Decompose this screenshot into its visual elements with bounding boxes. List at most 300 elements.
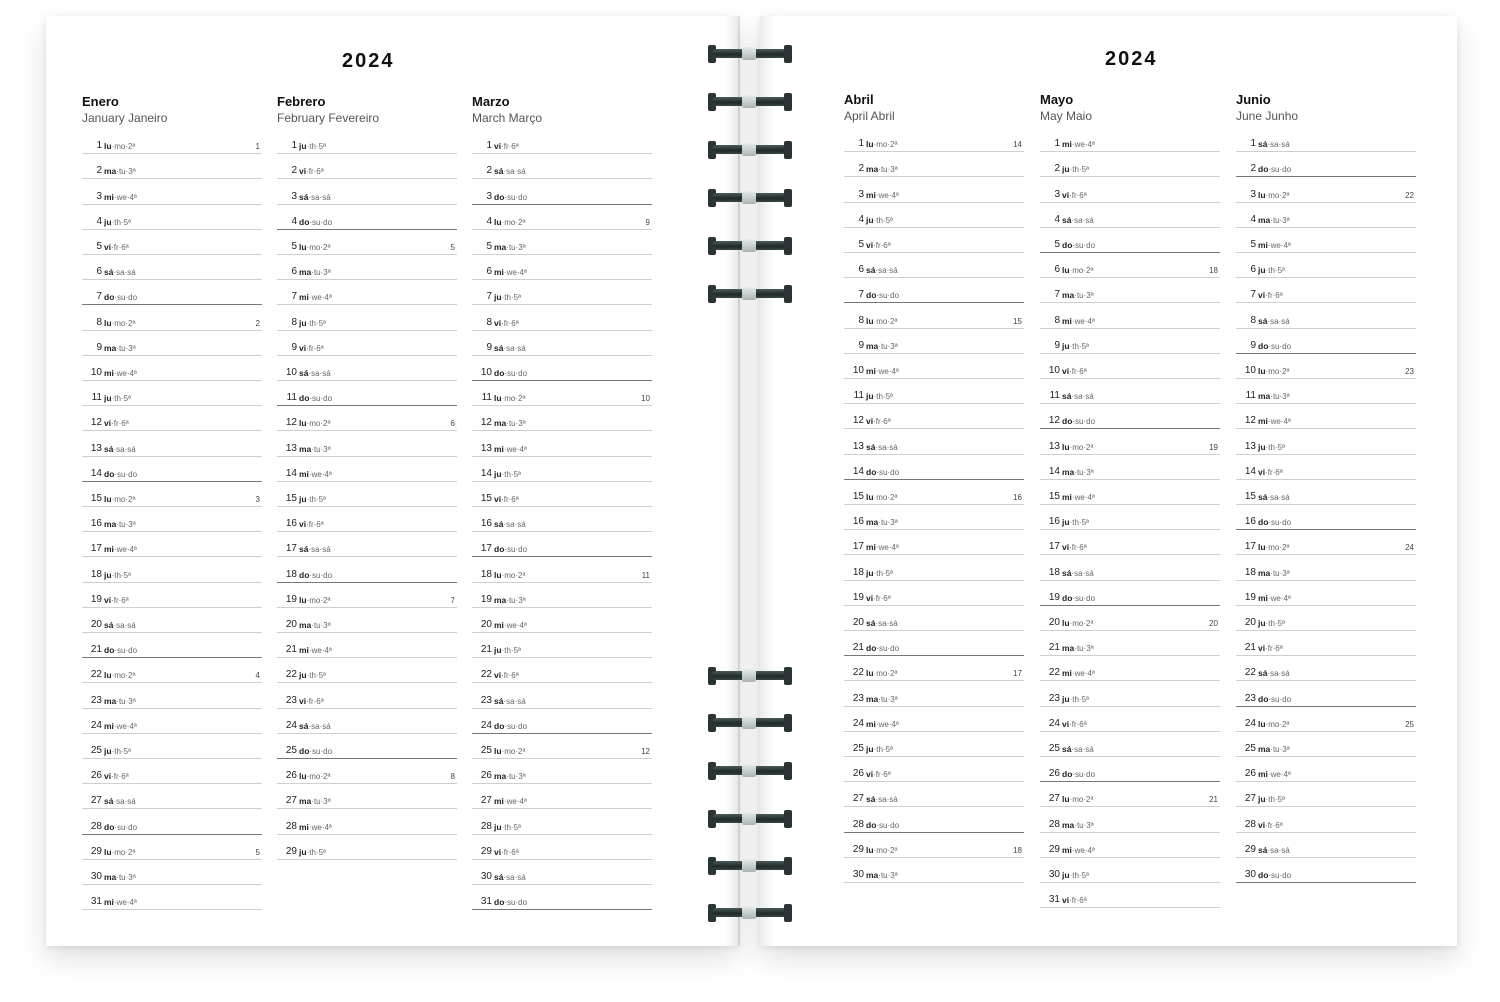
day-row[interactable] [844,655,1024,681]
month-translation: February Fevereiro [277,111,380,125]
weekday-abbreviation: ma·tu·3ª [866,693,898,704]
day-row[interactable] [82,632,262,658]
day-row[interactable] [277,153,457,179]
day-row[interactable] [1040,126,1220,152]
day-row[interactable] [82,657,262,683]
day-row[interactable] [1236,731,1416,757]
day-number: 27 [1244,793,1256,805]
day-number: 26 [852,768,864,780]
day-row[interactable] [277,355,457,381]
day-row[interactable] [844,630,1024,656]
day-row[interactable] [82,582,262,608]
day-row[interactable] [472,582,652,608]
day-number: 5 [858,238,864,250]
day-number: 7 [291,291,297,303]
day-row[interactable] [472,355,652,381]
day-row[interactable] [277,430,457,456]
day-row[interactable] [277,304,457,330]
day-row[interactable] [472,178,652,204]
weekday-abbreviation: ju·th·5ª [494,292,521,303]
weekday-abbreviation: ju·th·5ª [104,569,131,580]
day-number: 16 [480,518,492,530]
day-row[interactable] [82,380,262,406]
day-number: 11 [286,392,297,404]
day-row[interactable] [844,781,1024,807]
day-row[interactable] [1040,882,1220,908]
day-row[interactable] [82,178,262,204]
day-row[interactable] [1236,857,1416,883]
weekday-abbreviation: do·su·do [494,191,528,202]
day-row[interactable] [844,554,1024,580]
day-row[interactable] [1236,378,1416,404]
day-row[interactable] [1040,227,1220,253]
weekday-abbreviation: mi·we·4ª [494,267,527,278]
day-number: 25 [1244,742,1256,754]
weekday-abbreviation: ma·tu·3ª [299,796,331,807]
day-row[interactable] [1040,378,1220,404]
day-number: 26 [285,770,297,782]
day-row[interactable] [472,733,652,759]
week-number: 18 [1013,845,1022,855]
day-row[interactable] [277,481,457,507]
day-row[interactable] [472,204,652,230]
day-row[interactable] [82,204,262,230]
day-number: 3 [486,190,492,202]
day-number: 30 [852,868,864,880]
weekday-abbreviation: ju·th·5ª [866,743,893,754]
day-row[interactable] [844,832,1024,858]
day-row[interactable] [277,128,457,154]
day-row[interactable] [1236,302,1416,328]
day-row[interactable] [1040,857,1220,883]
day-row[interactable] [277,330,457,356]
day-row[interactable] [277,405,457,431]
weekday-abbreviation: lu·mo·2ª [299,594,331,605]
day-row[interactable] [277,254,457,280]
weekday-abbreviation: ma·tu·3ª [494,241,526,252]
day-row[interactable] [1236,252,1416,278]
day-row[interactable] [1236,479,1416,505]
day-row[interactable] [277,657,457,683]
weekday-abbreviation: vi·fr·6ª [1062,895,1087,906]
weekday-abbreviation: do·su·do [1258,517,1292,528]
week-number: 5 [450,242,455,252]
day-number: 20 [285,618,297,630]
day-row[interactable] [844,428,1024,454]
day-row[interactable] [1236,554,1416,580]
day-row[interactable] [844,277,1024,303]
day-number: 28 [480,820,492,832]
day-row[interactable] [1236,428,1416,454]
day-number: 2 [858,163,864,175]
week-number: 23 [1405,366,1414,376]
day-number: 9 [858,339,864,351]
day-number: 7 [96,291,102,303]
day-row[interactable] [277,607,457,633]
day-row[interactable] [277,531,457,557]
day-number: 30 [90,870,102,882]
day-row[interactable] [1040,302,1220,328]
day-row[interactable] [1040,630,1220,656]
day-row[interactable] [82,430,262,456]
day-row[interactable] [844,252,1024,278]
weekday-abbreviation: do·su·do [494,897,528,908]
weekday-abbreviation: ma·tu·3ª [1062,466,1094,477]
day-number: 19 [1048,591,1060,603]
weekday-abbreviation: ma·tu·3ª [866,517,898,528]
weekday-abbreviation: vi·fr·6ª [1062,365,1087,376]
week-number: 22 [1405,190,1414,200]
week-number: 14 [1013,140,1022,150]
day-row[interactable] [82,481,262,507]
day-row[interactable] [844,605,1024,631]
day-row[interactable] [277,229,457,255]
day-row[interactable] [1040,706,1220,732]
day-number: 22 [1244,667,1256,679]
day-row[interactable] [1236,781,1416,807]
day-number: 3 [96,190,102,202]
day-row[interactable] [1236,706,1416,732]
day-row[interactable] [844,479,1024,505]
day-number: 16 [852,516,864,528]
day-row[interactable] [1040,529,1220,555]
day-row[interactable] [82,733,262,759]
day-row[interactable] [82,254,262,280]
day-row[interactable] [472,229,652,255]
weekday-abbreviation: lu·mo·2ª [104,141,136,152]
weekday-abbreviation: ju·th·5ª [1062,340,1089,351]
day-row[interactable] [82,884,262,910]
day-row[interactable] [1236,403,1416,429]
day-row[interactable] [844,857,1024,883]
weekday-abbreviation: do·su·do [1062,239,1096,250]
day-row[interactable] [277,380,457,406]
day-row[interactable] [844,176,1024,202]
day-number: 24 [1244,717,1256,729]
binding-ring [706,93,794,111]
day-row[interactable] [82,456,262,482]
day-number: 10 [480,366,492,378]
weekday-abbreviation: ma·tu·3ª [494,771,526,782]
day-row[interactable] [1236,151,1416,177]
day-row[interactable] [1040,151,1220,177]
day-number: 14 [852,465,864,477]
weekday-abbreviation: sá·sa·sá [1062,391,1094,402]
day-number: 2 [1054,163,1060,175]
day-row[interactable] [1236,655,1416,681]
weekday-abbreviation: ma·tu·3ª [494,594,526,605]
weekday-abbreviation: ma·tu·3ª [1258,743,1290,754]
day-row[interactable] [1040,353,1220,379]
day-row[interactable] [1040,428,1220,454]
day-row[interactable] [844,151,1024,177]
day-row[interactable] [1236,277,1416,303]
weekday-abbreviation: do·su·do [104,645,138,656]
binding-ring [706,237,794,255]
day-number: 11 [853,390,864,402]
day-row[interactable] [1236,504,1416,530]
day-row[interactable] [82,506,262,532]
day-row[interactable] [277,632,457,658]
day-row[interactable] [1040,176,1220,202]
day-row[interactable] [1236,202,1416,228]
day-row[interactable] [1236,529,1416,555]
day-number: 19 [852,591,864,603]
day-number: 8 [291,316,297,328]
day-number: 6 [1054,264,1060,276]
day-row[interactable] [472,279,652,305]
day-row[interactable] [277,733,457,759]
day-row[interactable] [844,680,1024,706]
day-row[interactable] [1040,202,1220,228]
day-row[interactable] [1236,605,1416,631]
day-row[interactable] [1236,227,1416,253]
day-row[interactable] [1236,580,1416,606]
day-row[interactable] [844,731,1024,757]
weekday-abbreviation: ma·tu·3ª [1258,214,1290,225]
day-row[interactable] [1040,252,1220,278]
day-number: 25 [90,744,102,756]
day-row[interactable] [844,454,1024,480]
day-row[interactable] [277,279,457,305]
day-row[interactable] [1040,806,1220,832]
weekday-abbreviation: mi·we·4ª [1258,416,1291,427]
day-number: 12 [1244,415,1256,427]
day-row[interactable] [472,380,652,406]
day-row[interactable] [844,580,1024,606]
day-row[interactable] [1040,756,1220,782]
day-row[interactable] [472,632,652,658]
day-row[interactable] [1040,277,1220,303]
day-row[interactable] [82,304,262,330]
day-number: 18 [90,568,102,580]
weekday-abbreviation: lu·mo·2ª [866,491,898,502]
day-row[interactable] [844,126,1024,152]
day-row[interactable] [82,607,262,633]
day-row[interactable] [277,456,457,482]
day-row[interactable] [277,582,457,608]
day-row[interactable] [472,405,652,431]
day-row[interactable] [1236,353,1416,379]
day-row[interactable] [1040,832,1220,858]
day-row[interactable] [472,884,652,910]
day-row[interactable] [1040,731,1220,757]
day-row[interactable] [1040,479,1220,505]
day-number: 29 [285,845,297,857]
weekday-abbreviation: sá·sa·sá [494,519,526,530]
day-row[interactable] [1040,781,1220,807]
day-row[interactable] [844,202,1024,228]
day-row[interactable] [1236,630,1416,656]
day-row[interactable] [472,657,652,683]
day-number: 11 [1049,390,1060,402]
day-number: 13 [1048,440,1060,452]
day-number: 6 [858,264,864,276]
weekday-abbreviation: vi·fr·6ª [299,166,324,177]
weekday-abbreviation: vi·fr·6ª [866,592,891,603]
day-row[interactable] [472,556,652,582]
weekday-abbreviation: ju·th·5ª [104,216,131,227]
weekday-abbreviation: vi·fr·6ª [1258,466,1283,477]
weekday-abbreviation: lu·mo·2ª [1062,265,1094,276]
day-row[interactable] [844,328,1024,354]
day-row[interactable] [277,783,457,809]
day-row[interactable] [277,204,457,230]
day-row[interactable] [277,808,457,834]
day-number: 23 [90,694,102,706]
day-row[interactable] [1236,806,1416,832]
day-row[interactable] [472,783,652,809]
day-row[interactable] [82,153,262,179]
day-row[interactable] [472,128,652,154]
day-row[interactable] [82,859,262,885]
day-row[interactable] [277,506,457,532]
day-row[interactable] [82,682,262,708]
day-number: 25 [1048,742,1060,754]
day-row[interactable] [82,330,262,356]
weekday-abbreviation: vi·fr·6ª [866,239,891,250]
day-row[interactable] [1236,454,1416,480]
day-row[interactable] [82,279,262,305]
week-number: 11 [641,570,650,580]
day-row[interactable] [82,229,262,255]
day-row[interactable] [472,758,652,784]
weekday-abbreviation: sá·sa·sá [866,441,898,452]
day-row[interactable] [472,481,652,507]
day-row[interactable] [844,504,1024,530]
weekday-abbreviation: mi·we·4ª [866,542,899,553]
day-number: 21 [852,642,864,654]
day-row[interactable] [82,708,262,734]
day-row[interactable] [1236,756,1416,782]
day-row[interactable] [1040,504,1220,530]
day-row[interactable] [844,706,1024,732]
day-row[interactable] [844,806,1024,832]
day-number: 8 [96,316,102,328]
day-number: 9 [486,341,492,353]
day-row[interactable] [472,682,652,708]
day-number: 2 [486,165,492,177]
day-number: 7 [858,289,864,301]
day-number: 3 [858,188,864,200]
day-number: 17 [90,543,102,555]
day-number: 22 [852,667,864,679]
day-row[interactable] [277,682,457,708]
weekday-abbreviation: lu·mo·2ª [866,668,898,679]
day-number: 27 [852,793,864,805]
day-row[interactable] [82,531,262,557]
day-row[interactable] [472,456,652,482]
day-row[interactable] [1040,554,1220,580]
day-row[interactable] [82,355,262,381]
day-number: 15 [480,492,492,504]
day-number: 18 [285,568,297,580]
day-number: 16 [285,518,297,530]
day-row[interactable] [277,708,457,734]
binding-ring [706,714,794,732]
day-row[interactable] [472,859,652,885]
day-row[interactable] [1040,328,1220,354]
day-row[interactable] [472,153,652,179]
weekday-abbreviation: mi·we·4ª [299,468,332,479]
month-translation: March Março [472,111,543,125]
month-name: Marzo [472,94,510,109]
day-row[interactable] [277,556,457,582]
week-number: 7 [450,595,455,605]
day-number: 12 [90,417,102,429]
day-row[interactable] [277,758,457,784]
day-row[interactable] [472,607,652,633]
month-name: Enero [82,94,119,109]
weekday-abbreviation: mi·we·4ª [494,443,527,454]
day-row[interactable] [82,758,262,784]
day-row[interactable] [844,302,1024,328]
day-number: 28 [1048,818,1060,830]
day-number: 13 [90,442,102,454]
day-row[interactable] [1040,454,1220,480]
day-row[interactable] [1040,605,1220,631]
weekday-abbreviation: ju·th·5ª [866,391,893,402]
day-row[interactable] [472,304,652,330]
day-row[interactable] [472,254,652,280]
day-row[interactable] [1040,655,1220,681]
day-number: 17 [1244,541,1256,553]
day-row[interactable] [82,128,262,154]
weekday-abbreviation: mi·we·4ª [494,619,527,630]
day-row[interactable] [472,808,652,834]
day-row[interactable] [277,178,457,204]
day-number: 28 [90,820,102,832]
day-row[interactable] [472,430,652,456]
day-row[interactable] [1236,832,1416,858]
day-row[interactable] [277,834,457,860]
day-row[interactable] [472,708,652,734]
day-row[interactable] [844,403,1024,429]
day-row[interactable] [472,834,652,860]
day-row[interactable] [82,556,262,582]
day-number: 17 [1048,541,1060,553]
day-row[interactable] [82,808,262,834]
day-row[interactable] [844,353,1024,379]
day-number: 29 [852,843,864,855]
day-row[interactable] [82,834,262,860]
day-row[interactable] [472,531,652,557]
day-number: 26 [90,770,102,782]
day-row[interactable] [844,756,1024,782]
day-row[interactable] [82,783,262,809]
day-row[interactable] [844,227,1024,253]
day-row[interactable] [1040,580,1220,606]
day-row[interactable] [844,378,1024,404]
day-number: 21 [90,644,102,656]
day-row[interactable] [1236,328,1416,354]
day-number: 25 [852,742,864,754]
day-row[interactable] [1040,680,1220,706]
day-row[interactable] [1236,176,1416,202]
day-row[interactable] [1236,126,1416,152]
day-row[interactable] [472,506,652,532]
day-row[interactable] [1236,680,1416,706]
weekday-abbreviation: lu·mo·2ª [299,771,331,782]
day-row[interactable] [1040,403,1220,429]
weekday-abbreviation: do·su·do [299,393,333,404]
day-row[interactable] [82,405,262,431]
day-row[interactable] [844,529,1024,555]
day-number: 18 [1244,566,1256,578]
weekday-abbreviation: mi·we·4ª [104,720,137,731]
week-number: 15 [1013,316,1022,326]
day-row[interactable] [472,330,652,356]
